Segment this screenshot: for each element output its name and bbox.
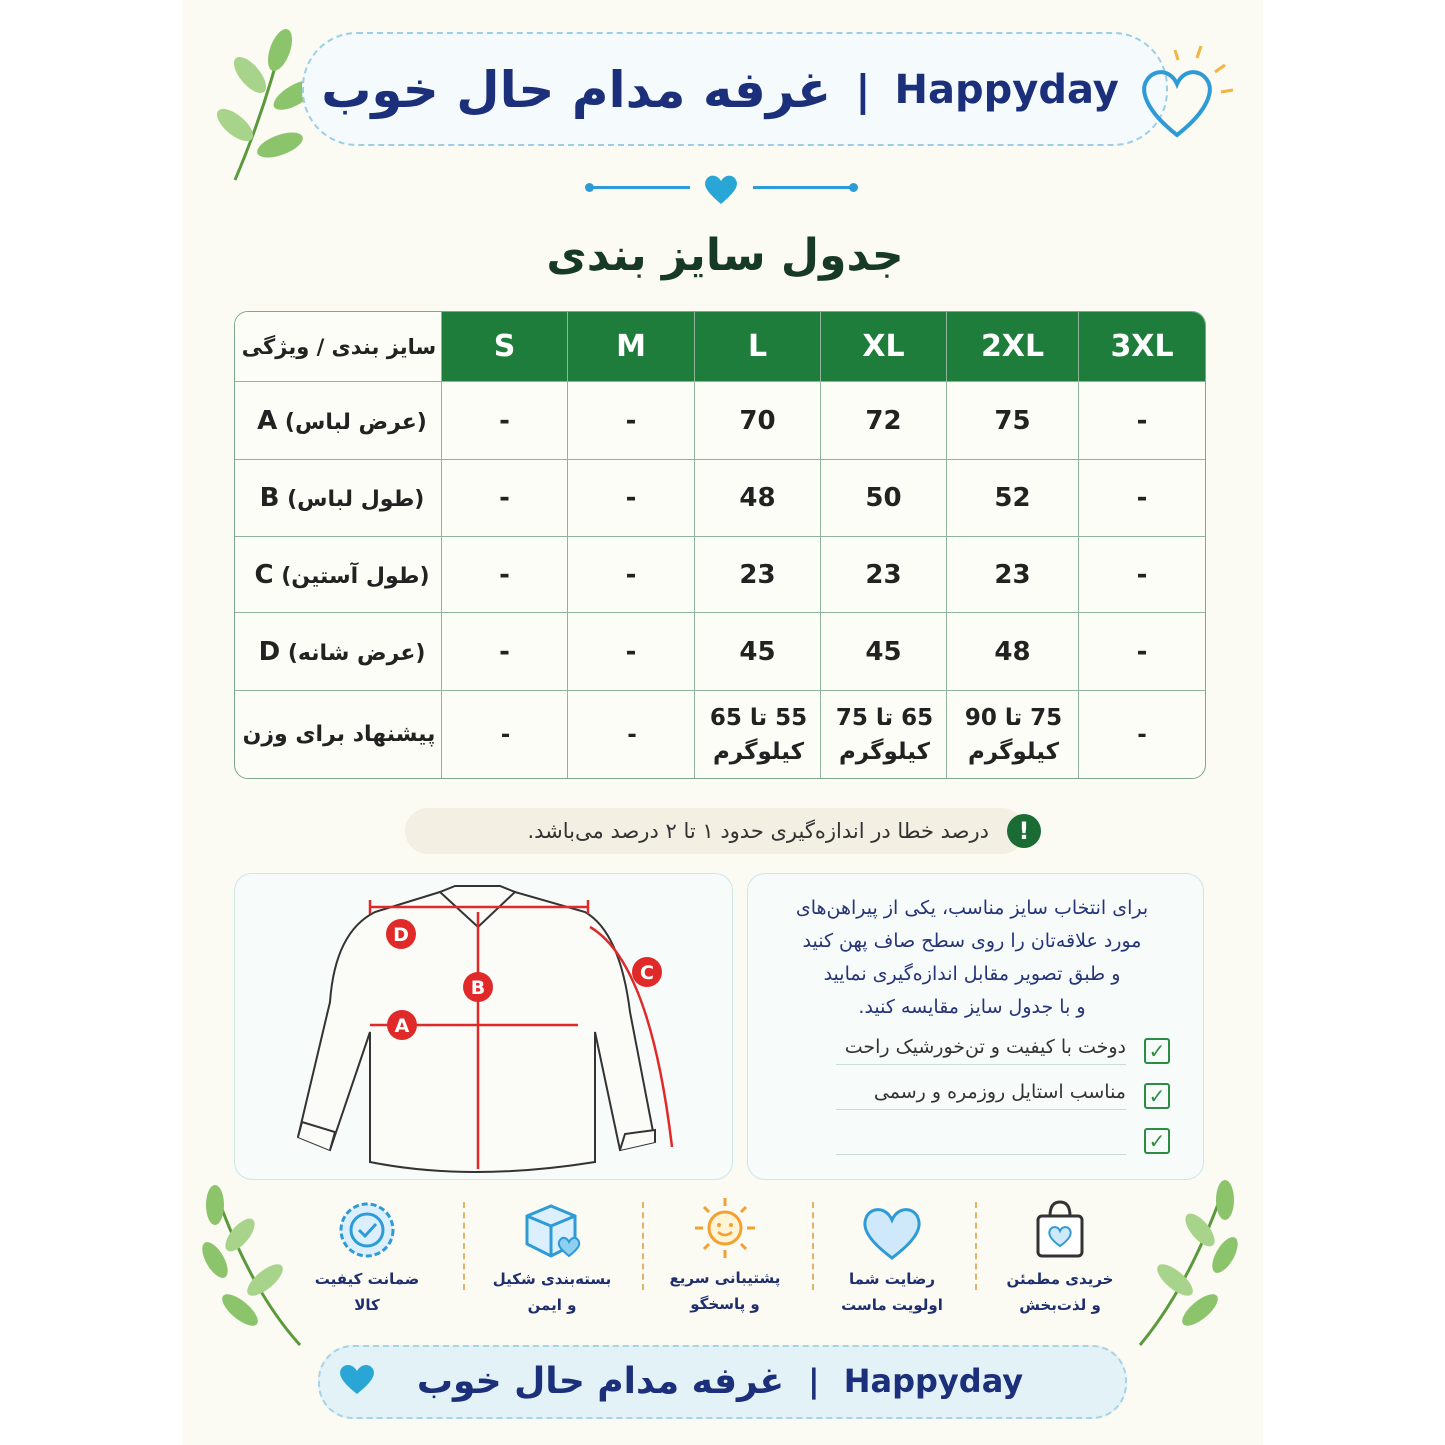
- footer-brand-name: Happyday: [843, 1362, 1024, 1400]
- table-cell: -: [568, 691, 695, 778]
- table-cell: -: [1079, 460, 1205, 537]
- row-label: (عرض شانه) D: [235, 613, 442, 691]
- gift-box-icon: [519, 1198, 585, 1262]
- table-cell: 45: [695, 613, 821, 691]
- brand-name: Happyday: [894, 67, 1119, 113]
- feature-divider: [975, 1202, 977, 1290]
- feature-divider: [642, 1202, 644, 1290]
- table-cell: -: [1079, 382, 1205, 460]
- table-cell: -: [568, 382, 695, 460]
- marker-label: C: [640, 962, 654, 984]
- table-cell: 75 تا 90 کیلوگرم: [947, 691, 1079, 778]
- table-cell: -: [442, 691, 568, 778]
- row-label: (عرض لباس) A: [235, 382, 442, 460]
- measurement-note: [405, 808, 1030, 854]
- size-header: S: [442, 312, 568, 382]
- feature-divider: [463, 1202, 465, 1290]
- table-cell: 45: [821, 613, 947, 691]
- table-cell: 75: [947, 382, 1079, 460]
- footer-separator: |: [808, 1362, 820, 1400]
- feature-support: [650, 1195, 800, 1317]
- heart-divider-icon: [703, 172, 739, 206]
- feature-quality: [292, 1198, 442, 1318]
- sun-smile-icon: [693, 1195, 757, 1261]
- feature-satisfaction: [817, 1198, 967, 1318]
- feature-label: و لذت‌بخش: [1019, 1296, 1101, 1314]
- marker-label: D: [393, 924, 409, 946]
- feature-label: ضمانت کیفیت: [314, 1270, 420, 1288]
- checklist-text: [836, 1126, 1126, 1155]
- size-table: [234, 311, 1206, 779]
- alert-icon: !: [1007, 814, 1041, 848]
- divider-line-left: [590, 186, 690, 189]
- row-label: (طول آستین) C: [235, 537, 442, 613]
- table-cell: 70: [695, 382, 821, 460]
- footer-title: [330, 1352, 1110, 1410]
- checklist-item: [800, 1081, 1170, 1110]
- size-header: XL: [821, 312, 947, 382]
- checklist-text: مناسب استایل روزمره و رسمی: [836, 1081, 1126, 1110]
- feature-label: رضایت شما: [849, 1270, 935, 1288]
- table-header-row: [235, 312, 1205, 382]
- size-header: L: [695, 312, 821, 382]
- feature-label: و پاسخگو: [690, 1295, 760, 1313]
- marker-label: B: [470, 977, 486, 999]
- feature-label: اولویت ماست: [841, 1296, 943, 1314]
- row-label: پیشنهاد برای وزن: [235, 691, 442, 778]
- feature-label: پشتیبانی سریع: [669, 1269, 781, 1287]
- shopping-bag-icon: [1028, 1198, 1092, 1262]
- footer-store-name: غرفه مدام حال خوب: [416, 1360, 785, 1402]
- instruction-line: و طبق تصویر مقابل اندازه‌گیری نمایید: [823, 963, 1121, 985]
- table-title: جدول سایز بندی: [546, 230, 904, 281]
- heart-icon: [860, 1198, 924, 1262]
- store-name: غرفه مدام حال خوب: [321, 61, 832, 119]
- row-label: (طول لباس) B: [235, 460, 442, 537]
- checklist-item: [800, 1126, 1170, 1155]
- divider-line-right: [753, 186, 853, 189]
- table-cell: -: [568, 460, 695, 537]
- leaf-branch-bottom-right-icon: [1130, 1175, 1245, 1350]
- instruction-line: برای انتخاب سایز مناسب، یکی از پیراهن‌های: [795, 897, 1149, 919]
- header-title: [320, 50, 1120, 130]
- feature-label: و ایمن: [527, 1296, 577, 1314]
- note-text: درصد خطا در اندازه‌گیری حدود ۱ تا ۲ درصد می‌باشد.: [527, 819, 989, 843]
- instruction-line: و با جدول سایز مقایسه کنید.: [858, 996, 1086, 1018]
- table-cell: -: [442, 460, 568, 537]
- table-cell: 48: [695, 460, 821, 537]
- heart-outline-icon: [1135, 40, 1245, 145]
- divider-dot-right: [849, 183, 858, 192]
- table-row: [235, 460, 1205, 537]
- table-cell: -: [568, 537, 695, 613]
- quality-seal-icon: [335, 1198, 399, 1262]
- table-row: [235, 537, 1205, 613]
- table-row: [235, 382, 1205, 460]
- table-cell: 23: [821, 537, 947, 613]
- table-cell: -: [568, 613, 695, 691]
- instructions-text: [772, 892, 1172, 1024]
- instruction-line: مورد علاقه‌تان را روی سطح صاف پهن کنید: [802, 930, 1142, 952]
- feature-packaging: [477, 1198, 627, 1318]
- weight-row: [235, 691, 1205, 778]
- shirt-outline-icon: [298, 886, 655, 1172]
- size-header: 3XL: [1079, 312, 1205, 382]
- checkbox-icon: ✓: [1144, 1083, 1170, 1109]
- checkbox-icon: ✓: [1144, 1128, 1170, 1154]
- header-separator: |: [855, 65, 871, 115]
- feature-label: خریدی مطمئن: [1006, 1270, 1114, 1288]
- table-cell: -: [442, 537, 568, 613]
- table-cell: -: [442, 613, 568, 691]
- table-cell: -: [442, 382, 568, 460]
- feature-divider: [812, 1202, 814, 1290]
- size-header: M: [568, 312, 695, 382]
- marker-label: A: [394, 1015, 410, 1037]
- feature-secure-purchase: [985, 1198, 1135, 1318]
- checklist-text: دوخت با کیفیت و تن‌خورشیک راحت: [836, 1036, 1126, 1065]
- feature-label: بسته‌بندی شکیل: [492, 1270, 612, 1288]
- table-cell: 48: [947, 613, 1079, 691]
- checklist-item: [800, 1036, 1170, 1065]
- table-cell: -: [1079, 537, 1205, 613]
- table-cell: 50: [821, 460, 947, 537]
- table-row: [235, 613, 1205, 691]
- table-cell: -: [1079, 613, 1205, 691]
- checkbox-icon: ✓: [1144, 1038, 1170, 1064]
- corner-header: سایز بندی / ویژگی: [235, 312, 442, 382]
- table-cell: 52: [947, 460, 1079, 537]
- table-cell: 72: [821, 382, 947, 460]
- table-cell: 55 تا 65 کیلوگرم: [695, 691, 821, 778]
- table-cell: 23: [695, 537, 821, 613]
- size-header: 2XL: [947, 312, 1079, 382]
- table-cell: -: [1137, 721, 1147, 748]
- table-cell: 23: [947, 537, 1079, 613]
- table-cell: 65 تا 75 کیلوگرم: [821, 691, 947, 778]
- shirt-diagram: [290, 882, 690, 1177]
- feature-label: کالا: [354, 1296, 380, 1314]
